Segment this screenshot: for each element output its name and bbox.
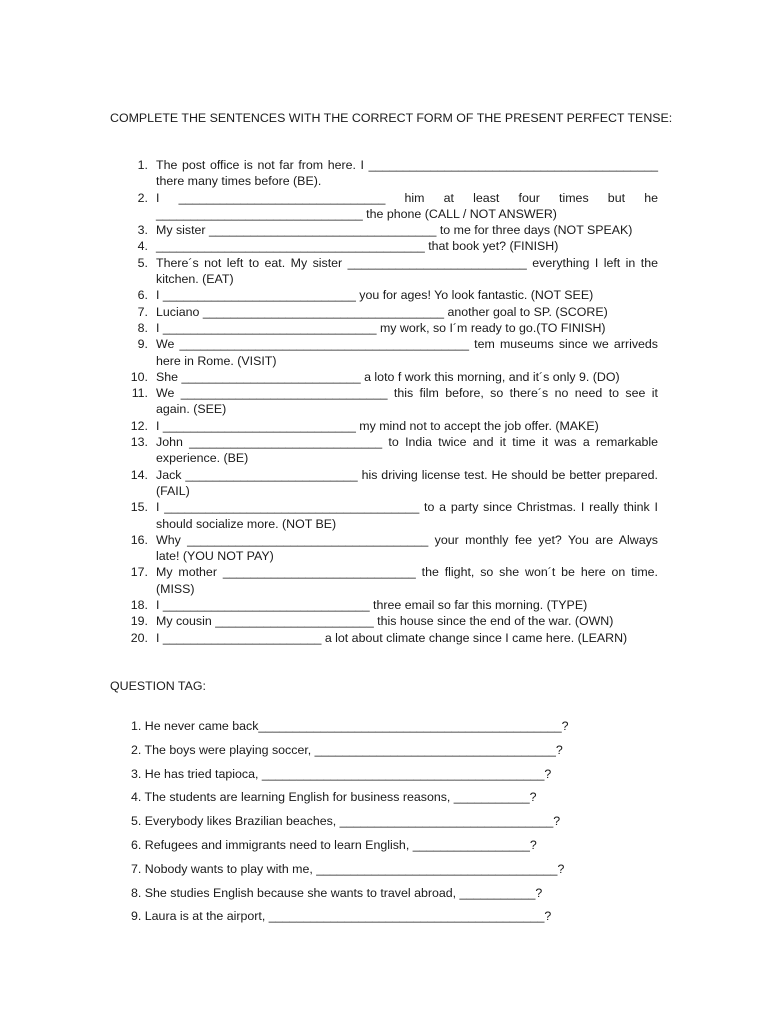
item-text: We ______________________________ this film before, so there´s no need to see it again. (SEE) [156,386,658,417]
item-number: 10. [130,369,148,384]
question-tag-item: 7. Nobody wants to play with me, ___________________________________? [131,861,565,876]
exercise-item [137,320,658,336]
exercise-item [130,499,658,532]
item-number: 5. [137,255,148,270]
exercise-item [137,157,658,190]
exercise-item [137,255,658,288]
item-text: I _______________________ a lot about climate change since I came here. (LEARN) [156,630,628,645]
item-text: I ____________________________ you for ages! Yo look fantastic. (NOT SEE) [156,288,594,303]
item-text: I ______________________________ him at least four times but he ______________________________ the phone (CALL / NOT ANSWER) [156,190,658,221]
present-perfect-list [130,157,658,646]
item-text: I _____________________________________ to a party since Christmas. I really think I should socialize more. (NOT BE) [156,500,658,531]
item-text: Jack _________________________ his driving license test. He should be better prepared. (FAIL) [156,467,658,498]
item-number: 1. [137,158,148,172]
exercise-item [130,532,658,565]
item-number: 6. [137,288,148,303]
question-tag-heading: QUESTION TAG: [110,679,206,693]
item-number: 14. [130,467,148,482]
exercise-item [130,369,658,385]
exercise-item [130,418,658,434]
item-text: The post office is not far from here. I __________________________________________ there many times before (BE). [156,158,658,189]
item-text: My mother ____________________________ the flight, so she won´t be here on time. (MISS) [156,565,658,596]
item-number: 16. [130,532,148,547]
item-text: John ____________________________ to India twice and it time it was a remarkable experience. (BE) [156,435,658,466]
item-text: She __________________________ a loto f work this morning, and it´s only 9. (DO) [156,369,620,384]
exercise-item [130,467,658,500]
item-text: There´s not left to eat. My sister __________________________ everything I left in the kitchen. (EAT) [156,255,658,287]
item-text: _______________________________________ that book yet? (FINISH) [156,239,559,254]
item-number: 17. [130,565,148,580]
item-number: 20. [130,630,148,645]
item-number: 9. [137,337,148,352]
item-text: We __________________________________________ tem museums since we arriveds here in Rome. (VISIT) [156,337,658,368]
exercise-item [137,238,658,254]
item-number: 2. [137,190,148,205]
item-text: My sister _________________________________ to me for three days (NOT SPEAK) [156,223,633,238]
item-number: 18. [130,598,148,613]
exercise-item [137,287,658,303]
question-tag-list [131,718,569,932]
item-number: 15. [130,500,148,515]
exercise-item [130,597,658,613]
exercise-heading: COMPLETE THE SENTENCES WITH THE CORRECT FORM OF THE PRESENT PERFECT TENSE: [110,111,673,125]
item-text: Luciano ___________________________________ another goal to SP. (SCORE) [156,304,608,319]
item-number: 8. [137,320,148,335]
item-text: My cousin _______________________ this house since the end of the war. (OWN) [156,614,614,629]
item-number: 12. [130,418,148,433]
item-number: 19. [130,614,148,629]
exercise-item [137,222,658,238]
exercise-item [137,304,658,320]
exercise-item [130,613,658,629]
question-tag-item: 5. Everybody likes Brazilian beaches, _______________________________? [131,814,561,829]
item-number: 7. [137,304,148,319]
item-number: 4. [137,239,148,254]
question-tag-item: 1. He never came back____________________________________________? [131,719,569,733]
item-number: 13. [130,435,148,450]
item-text: I ______________________________ three email so far this morning. (TYPE) [156,598,588,613]
exercise-item [130,630,658,646]
question-tag-item: 8. She studies English because she wants to travel abroad, ___________? [131,885,543,900]
exercise-item [137,190,658,223]
item-text: I ____________________________ my mind not to accept the job offer. (MAKE) [156,418,599,433]
item-number: 3. [137,223,148,238]
item-number: 11. [131,386,148,401]
question-tag-item: 2. The boys were playing soccer, ___________________________________? [131,742,563,757]
question-tag-item: 3. He has tried tapioca, _________________________________________? [131,766,552,781]
question-tag-item: 9. Laura is at the airport, ________________________________________? [131,909,552,924]
exercise-item [131,385,658,418]
question-tag-item: 4. The students are learning English for business reasons, ___________? [131,790,537,805]
item-text: Why ___________________________________ your monthly fee yet? You are Always late! (YOU NOT PAY) [156,532,658,564]
question-tag-item: 6. Refugees and immigrants need to learn English, _________________? [131,837,537,852]
exercise-item [137,336,658,369]
exercise-item [130,564,658,597]
item-text: I _______________________________ my work, so I´m ready to go.(TO FINISH) [156,320,606,335]
exercise-item [130,434,658,467]
